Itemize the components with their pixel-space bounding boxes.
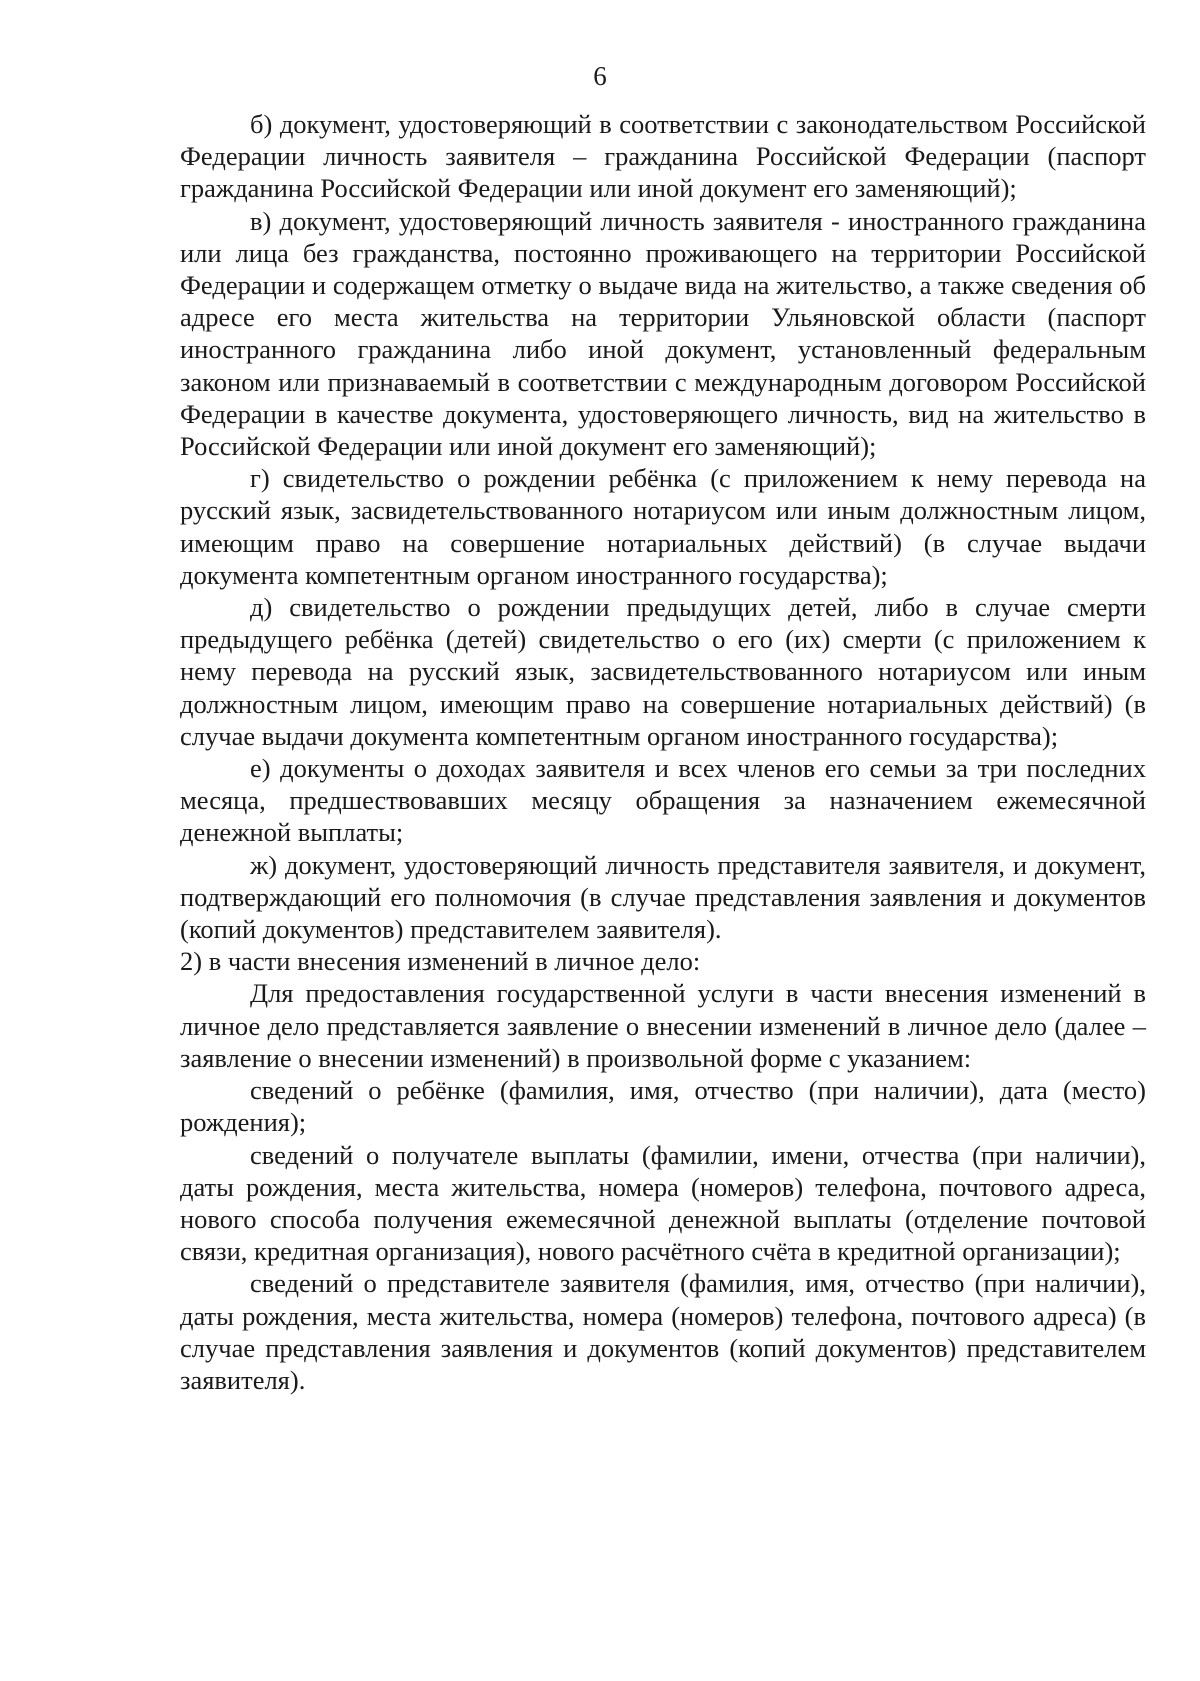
- document-body: [180, 108, 1146, 1396]
- section-heading-changes: 2) в части внесения изменений в личное дело:: [180, 946, 701, 977]
- paragraph-e-income-documents: е) документы о доходах заявителя и всех членов его семьи за три последних месяца, предшествовавших месяцу обращения за назначением ежемесячной денежной выплаты;: [180, 753, 1146, 848]
- paragraph-zh-representative-documents: ж) документ, удостоверяющий личность представителя заявителя, и документ, подтверждающий его полномочия (в случае представления заявления и документов (копий документов) представителем заявителя).: [180, 849, 1146, 945]
- paragraph-g-birth-certificate: г) свидетельство о рождении ребёнка (с приложением к нему перевода на русский язык, засвидетельствованного нотариусом или иным должностным лицом, имеющим право на совершение нотариальных действий) (в случае выдачи документа компетентным органом иностранного государства);: [180, 463, 1146, 590]
- paragraph-v-identity-document-foreign: в) документ, удостоверяющий личность заявителя - иностранного гражданина или лица без гражданства, постоянно проживающего на территории Российской Федерации и содержащем отметку о выдаче вида на жительство, а также сведения об адресе его места жительства на территории Ульяновской области (паспорт иностранного гражданина либо иной документ, установленный федеральным законом или признаваемый в соответствии с международным договором Российской Федерации в качестве документа, удостоверяющего личность, вид на жительство в Российской Федерации или иной документ его заменяющий);: [180, 205, 1146, 462]
- paragraph-recipient-info: сведений о получателе выплаты (фамилии, имени, отчества (при наличии), даты рождения, места жительства, номера (номеров) телефона, почтового адреса, нового способа получения ежемесячной денежной выплаты (отделение почтовой связи, кредитная организация), нового расчётного счёта в кредитной организации);: [180, 1139, 1146, 1267]
- paragraph-child-info: сведений о ребёнке (фамилия, имя, отчество (при наличии), дата (место) рождения);: [180, 1075, 1146, 1138]
- page-number: 6: [593, 61, 607, 91]
- paragraph-changes-application: Для предоставления государственной услуги в части внесения изменений в личное дело представляется заявление о внесении изменений в личное дело (далее – заявление о внесении изменений) в произвольной форме с указанием:: [180, 978, 1146, 1073]
- paragraph-d-previous-children-certificates: д) свидетельство о рождении предыдущих детей, либо в случае смерти предыдущего ребёнка (детей) свидетельство о его (их) смерти (с приложением к нему перевода на русский язык, засвидетельствованного нотариусом или иным должностным лицом, имеющим право на совершение нотариальных действий) (в случае выдачи документа компетентным органом иностранного государства);: [180, 592, 1146, 751]
- paragraph-representative-info: сведений о представителе заявителя (фамилия, имя, отчество (при наличии), даты рождения, места жительства, номера (номеров) телефона, почтового адреса) (в случае представления заявления и документов (копий документов) представителем заявителя).: [180, 1268, 1146, 1395]
- paragraph-b-identity-document-citizen: б) документ, удостоверяющий в соответствии с законодательством Российской Федерации личность заявителя – гражданина Российской Федерации (паспорт гражданина Российской Федерации или иной документ его заменяющий);: [180, 109, 1146, 204]
